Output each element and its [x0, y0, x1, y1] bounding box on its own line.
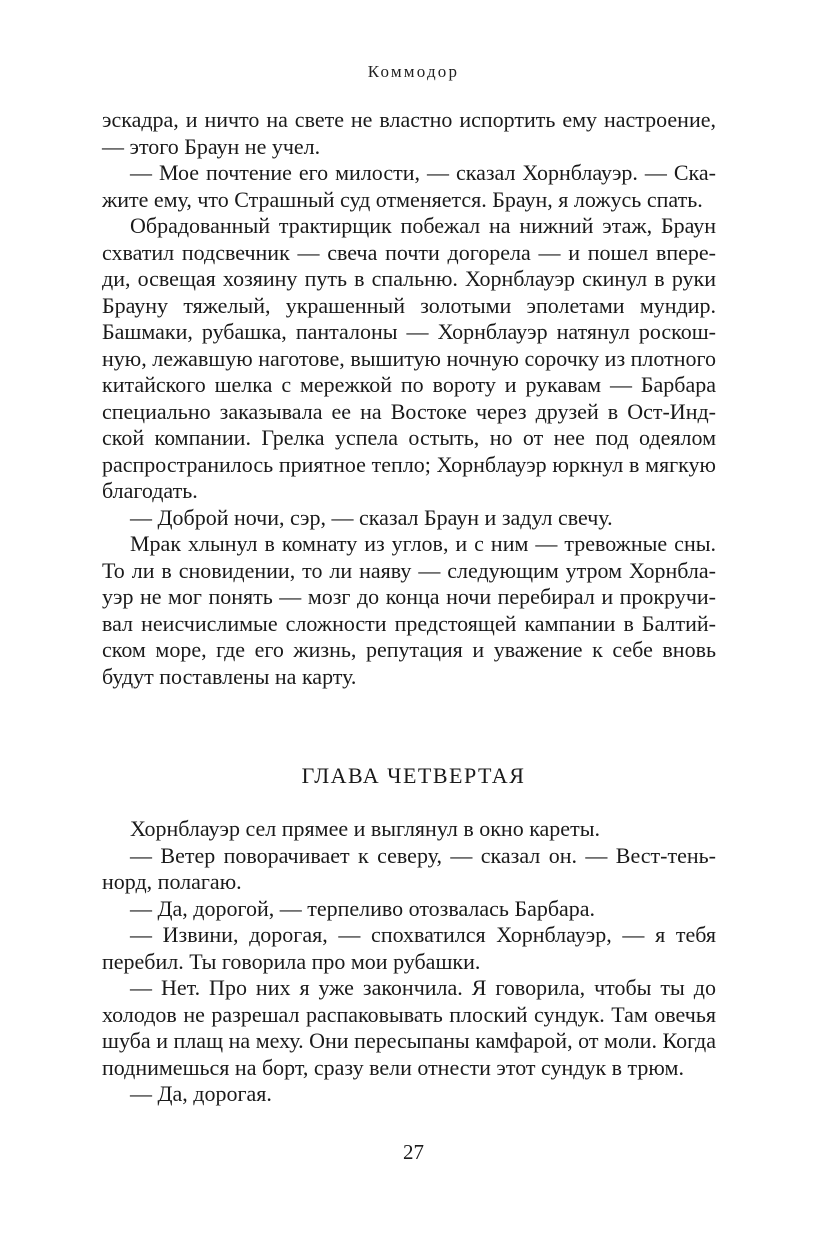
paragraph: Мрак хлынул в комнату из углов, и с ним — тревожные сны. То ли в сновидении, то ли наяву — следующим утром Хорнблауэр не мог понять — мозг до конца ночи перебирал и прокручивал неисчислимые сложности предстоящей кампании в Балтийском море, где его жизнь, репутация и уважение к себе вновь будут поставлены на карту. [102, 531, 716, 689]
paragraph: — Да, дорогой, — терпеливо отозвалась Барбара. [130, 895, 596, 921]
paragraph: — Ветер поворачивает к северу, — сказал он. — Вест-теньнорд, полагаю. [102, 842, 716, 894]
running-head: Коммодор [367, 62, 460, 81]
paragraph: — Мое почтение его милости, — сказал Хорнблауэр. — Скажите ему, что Страшный суд отменяется. Браун, я ложусь спать. [102, 160, 716, 212]
paragraph: — Доброй ночи, сэр, — сказал Браун и задул свечу. [130, 504, 613, 530]
paragraph: — Извини, дорогая, — спохватился Хорнблауэр, — я тебя перебил. Ты говорила про мои рубашки. [102, 922, 716, 974]
paragraph: эскадра, и ничто на свете не властно испортить ему настроение, — этого Браун не учел. [102, 107, 716, 159]
paragraph: — Да, дорогая. [130, 1081, 272, 1106]
paragraph: Обрадованный трактирщик побежал на нижний этаж, Браун схватил подсвечник — свеча почти догорела — и пошел впереди, освещая хозяину путь в спальню. Хорнблауэр скинул в руки Брауну тяжелый, украшенный золотыми эполетами мундир. Башмаки, рубашка, панталоны — Хорнблауэр натянул роскошную, лежавшую наготове, вышитую ночную сорочку из плотного китайского шелка с мережкой по вороту и рукавам — Барбара специально заказывала ее на Востоке через друзей в Ост-Индской компании. Грелка успела остыть, но от нее под одеялом распространилось приятное тепло; Хорнблауэр юркнул в мягкую благодать. [102, 213, 716, 503]
paragraph: Хорнблауэр сел прямее и выглянул в окно кареты. [130, 816, 600, 841]
paragraph: — Нет. Про них я уже закончила. Я говорила, чтобы ты до холодов не разрешал распаковывать плоский сундук. Там овечья шуба и плащ на меху. Они пересыпаны камфарой, от моли. Когда поднимешься на борт, сразу вели отнести этот сундук в трюм. [102, 975, 716, 1080]
page-number: 27 [403, 1140, 424, 1164]
text-block-before-chapter [102, 107, 716, 690]
text-block-chapter-four [102, 816, 716, 1108]
chapter-title: ГЛАВА ЧЕТВЕРТАЯ [301, 763, 526, 788]
